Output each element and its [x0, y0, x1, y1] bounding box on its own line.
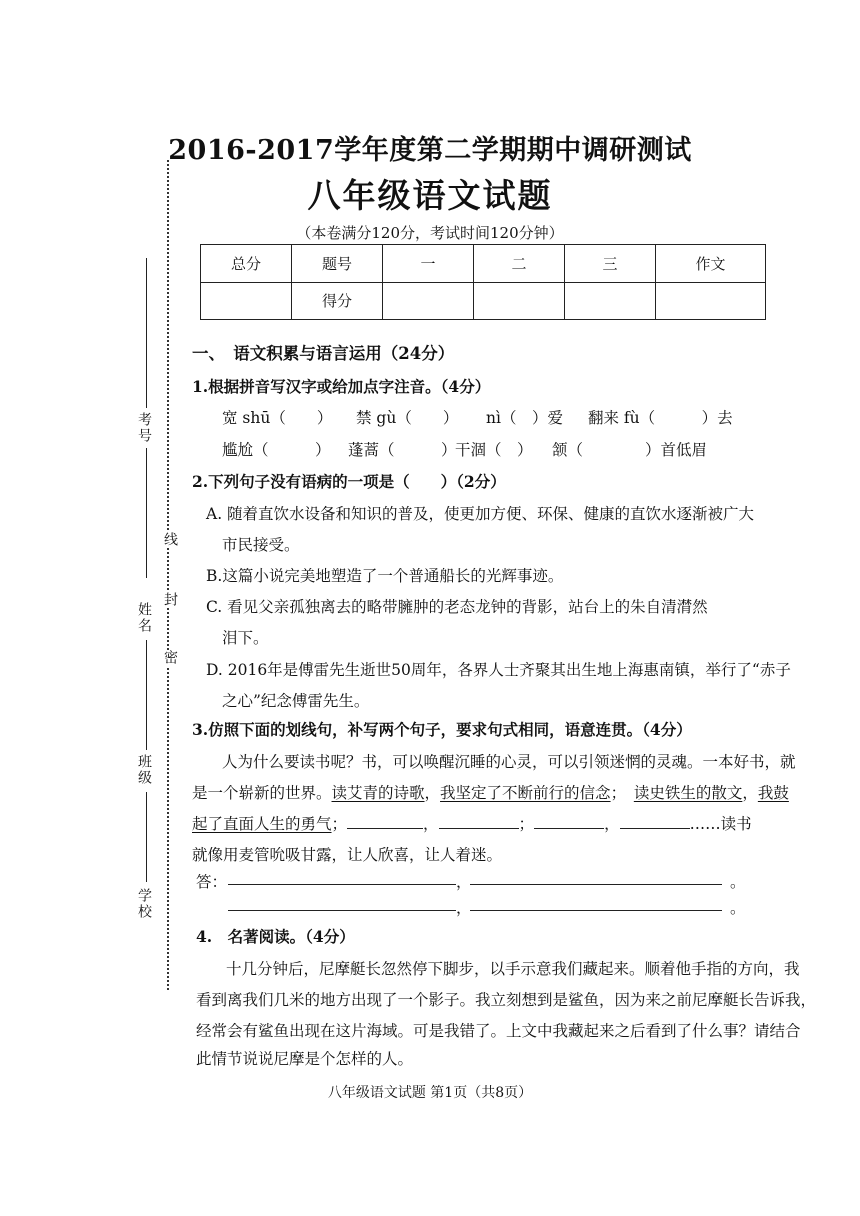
q3-underlined-sentence: 读史铁生的散文	[633, 784, 743, 802]
q3-stem: 3.仿照下面的划线句，补写两个句子，要求句式相同，语意连贯。（4分）	[192, 720, 692, 739]
q2-option-a: A. 随着直饮水设备和知识的普及，使更加方便、环保、健康的直饮水逐渐被广大	[206, 505, 755, 523]
class-blank-line	[146, 792, 147, 882]
q2-option-d-cont: 之心”纪念傅雷先生。	[222, 692, 370, 710]
q1-item: 颔（ ）首低眉	[552, 441, 708, 459]
period: 。	[730, 899, 746, 917]
q4-stem: 4. 名著阅读。（4分）	[196, 927, 355, 946]
table-cell: 作文	[656, 245, 766, 283]
q3-fill-blank[interactable]	[534, 814, 604, 829]
score-table-score-row	[201, 282, 766, 320]
q3-fill-blank[interactable]	[620, 814, 690, 829]
q3-passage-line3: 起了直面人生的勇气； ， ； ， ……读书	[192, 815, 752, 833]
exam-no-blank-line-lower	[146, 448, 147, 578]
score-table-header-row	[201, 245, 766, 283]
table-cell-blank[interactable]	[201, 282, 292, 320]
q1-item: 尴尬（ ）	[222, 441, 331, 459]
table-cell: 总分	[201, 245, 292, 283]
q2-option-d: D. 2016年是傅雷先生逝世50周年，各界人士齐聚其出生地上海惠南镇，举行了“赤子	[206, 661, 791, 679]
q2-stem: 2.下列句子没有语病的一项是（ ）（2分）	[192, 472, 506, 491]
q1-item: 翻来 fù（ ）去	[588, 409, 733, 427]
name-blank-line	[146, 640, 147, 750]
table-cell: 三	[565, 245, 656, 283]
table-cell-blank[interactable]	[474, 282, 565, 320]
q1-item: 干涸（ ）	[455, 441, 533, 459]
seal-char-xian: 线	[162, 532, 178, 548]
q3-answer-line[interactable]	[470, 910, 722, 911]
q3-answer-line[interactable]	[228, 884, 456, 885]
q3-fill-blank[interactable]	[347, 814, 423, 829]
q3-fill-blank[interactable]	[439, 814, 519, 829]
q3-answer-line[interactable]	[470, 884, 722, 885]
q2-option-c: C. 看见父亲孤独离去的略带臃肿的老态龙钟的背影，站台上的朱自清潸然	[206, 598, 708, 616]
exam-subtitle: 八年级语文试题	[307, 176, 553, 215]
exam-no-blank-line	[146, 258, 147, 408]
q4-passage-line1: 十几分钟后，尼摩艇长忽然停下脚步，以手示意我们藏起来。顺着他手指的方向，我	[226, 960, 800, 978]
table-cell-blank[interactable]	[383, 282, 474, 320]
name-label: 姓名	[136, 602, 152, 634]
exam-title: 2016-2017学年度第二学期期中调研测试	[168, 135, 692, 166]
score-table	[200, 244, 766, 320]
page-footer: 八年级语文试题 第1页（共8页）	[327, 1085, 533, 1101]
q1-item: nì（ ）爱	[486, 409, 563, 427]
q3-underlined-sentence: 读艾青的诗歌	[331, 784, 425, 802]
q3-underlined-sentence: 我坚定了不断前行的信念	[440, 784, 611, 802]
table-cell: 得分	[292, 282, 383, 320]
table-cell: 一	[383, 245, 474, 283]
q4-passage-line4: 此情节说说尼摩是个怎样的人。	[196, 1050, 414, 1068]
table-cell: 题号	[292, 245, 383, 283]
q1-item: 禁 gù（ ）	[356, 409, 459, 427]
q2-option-a-cont: 市民接受。	[222, 536, 300, 554]
exam-note: （本卷满分120分，考试时间120分钟）	[296, 224, 564, 242]
q3-answer-line[interactable]	[228, 910, 456, 911]
q1-item: 蓬蒿（ ）	[348, 441, 457, 459]
table-cell-blank[interactable]	[565, 282, 656, 320]
q3-text: ……读书	[689, 815, 752, 833]
binding-dotted-line	[167, 160, 169, 990]
q2-option-c-cont: 泪下。	[222, 629, 269, 647]
q3-underlined-sentence: 起了直面人生的勇气	[192, 815, 332, 833]
table-cell-blank[interactable]	[656, 282, 766, 320]
q3-answer-label: 答：	[196, 873, 228, 891]
q3-passage-line2: 是一个崭新的世界。读艾青的诗歌，我坚定了不断前行的信念； 读史铁生的散文，我鼓	[192, 784, 789, 802]
school-label: 学校	[136, 888, 152, 920]
q3-underlined-sentence: 我鼓	[757, 784, 789, 802]
table-cell: 二	[474, 245, 565, 283]
class-label: 班级	[136, 754, 152, 786]
q1-stem: 1.根据拼音写汉字或给加点字注音。（4分）	[192, 377, 491, 396]
q4-passage-line3: 经常会有鲨鱼出现在这片海域。可是我错了。上文中我藏起来之后看到了什么事？请结合	[196, 1022, 801, 1040]
comma: ，	[456, 873, 472, 891]
q3-text: 是一个崭新的世界。	[192, 784, 332, 802]
section-1-title: 一、 语文积累与语言运用（24分）	[192, 344, 455, 363]
exam-no-label: 考号	[136, 412, 152, 444]
seal-char-feng: 封	[162, 592, 178, 608]
q2-option-b: B.这篇小说完美地塑造了一个普通船长的光辉事迹。	[206, 567, 564, 585]
q4-passage-line2: 看到离我们几米的地方出现了一个影子。我立刻想到是鲨鱼，因为来之前尼摩艇长告诉我，	[196, 991, 817, 1009]
q3-passage-line1: 人为什么要读书呢？书，可以唤醒沉睡的心灵，可以引领迷惘的灵魂。一本好书，就	[222, 753, 796, 771]
q3-passage-line4: 就像用麦管吮吸甘露，让人欣喜，让人着迷。	[192, 846, 503, 864]
comma: ，	[456, 899, 472, 917]
q1-item: 宽 shū（ ）	[222, 409, 333, 427]
period: 。	[730, 873, 746, 891]
seal-char-mi: 密	[162, 650, 178, 666]
